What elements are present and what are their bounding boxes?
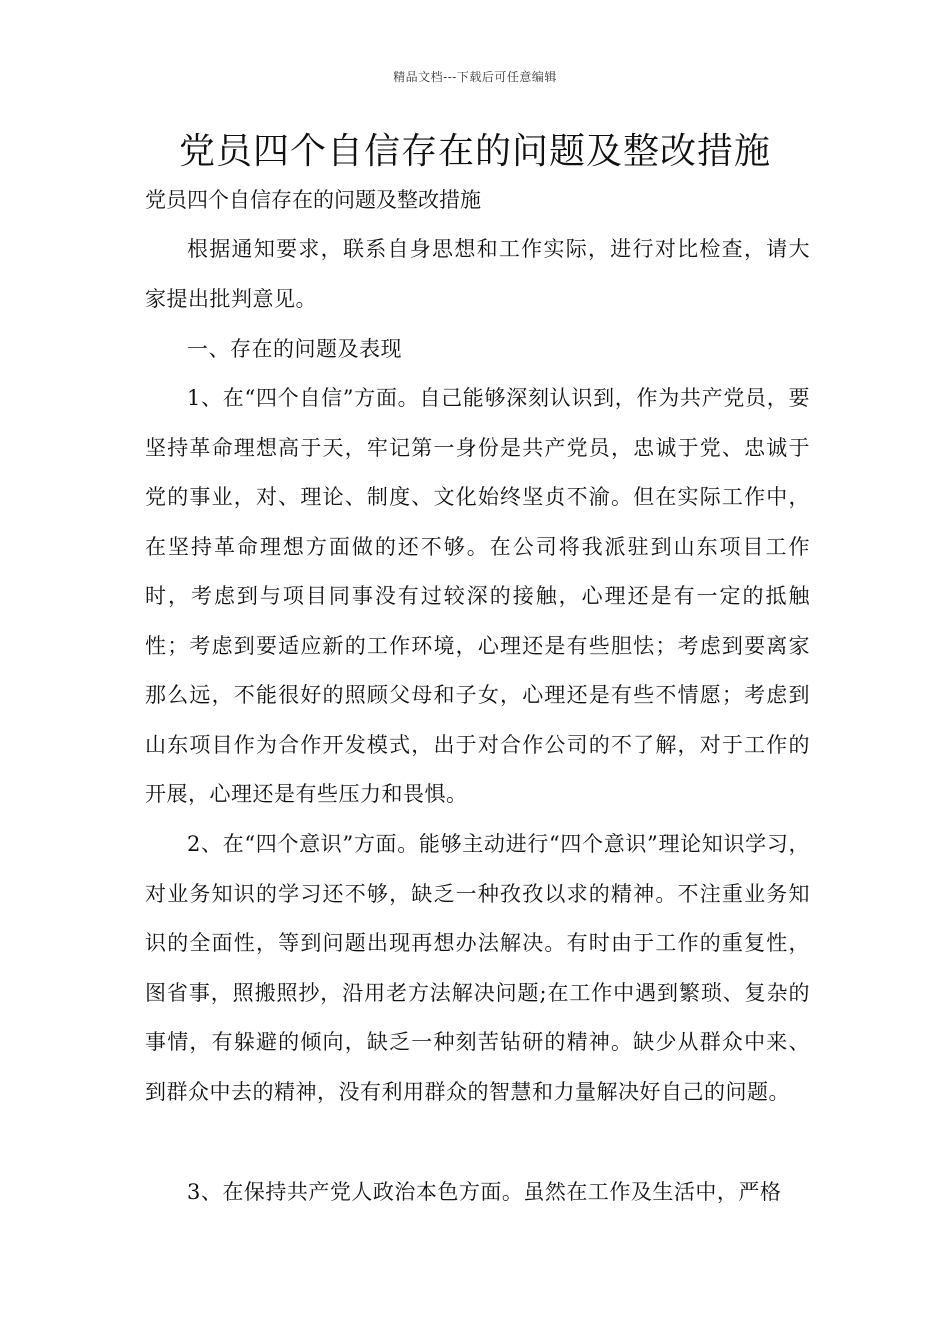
paragraph-four-confidences: 1、在“四个自信”方面。自己能够深刻认识到，作为共产党员，要坚持革命理想高于天，牢记第一身份是共产党员，忠诚于党、忠诚于党的事业，对、理论、制度、文化始终坚贞不渝。但在实际工作中，在坚持革命理想方面做的还不够。在公司将我派驻到山东项目工作时，考虑到与项目同事没有过较深的接触，心理还是有一定的抵触性；考虑到要适应新的工作环境，心理还是有些胆怯；考虑到要离家那么远，不能很好的照顾父母和子女，心理还是有些不情愿；考虑到山东项目作为合作开发模式，出于对合作公司的不了解，对于工作的开展，心理还是有些压力和畏惧。 [145, 386, 810, 806]
paragraph-political-character: 3、在保持共产党人政治本色方面。虽然在工作及生活中，严格 [187, 1180, 782, 1204]
document-subtitle: 党员四个自信存在的问题及整改措施 [145, 188, 481, 212]
section-heading: 一、存在的问题及表现 [187, 337, 402, 361]
header-note: 精品文档---下载后可任意编辑 [393, 70, 557, 84]
page-title: 党员四个自信存在的问题及整改措施 [178, 131, 771, 172]
paragraph-intro: 根据通知要求，联系自身思想和工作实际，进行对比检查，请大家提出批判意见。 [145, 237, 810, 311]
paragraph-four-consciousness: 2、在“四个意识”方面。能够主动进行“四个意识”理论知识学习，对业务知识的学习还不够，缺乏一种孜孜以求的精神。不注重业务知识的全面性，等到问题出现再想办法解决。有时由于工作的重复性，图省事，照搬照抄，沿用老方法解决问题;在工作中遇到繁琐、复杂的事情，有躲避的倾向，缺乏一种刻苦钻研的精神。缺少从群众中来、到群众中去的精神，没有利用群众的智慧和力量解决好自己的问题。 [145, 832, 810, 1104]
